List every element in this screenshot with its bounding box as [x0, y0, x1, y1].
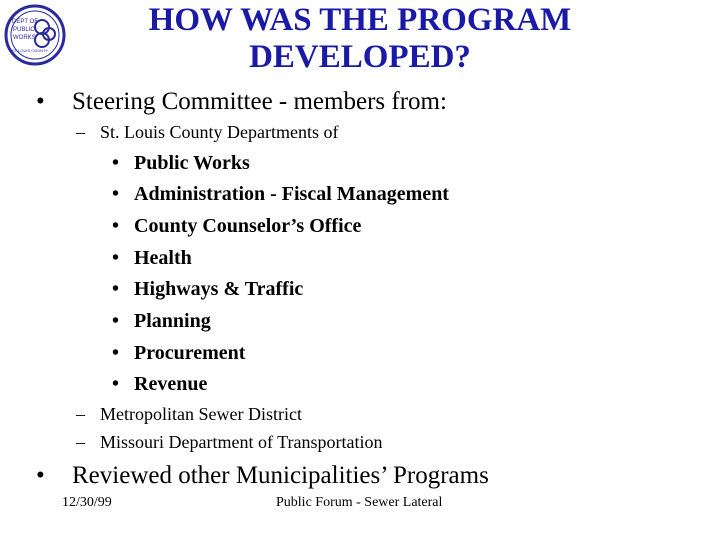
dash-marker: – — [76, 432, 85, 452]
bullet-marker: • — [112, 342, 120, 364]
bullet-marker: • — [112, 310, 120, 332]
department-label: Health — [134, 247, 192, 269]
dash-marker: – — [76, 404, 85, 424]
dash-marker: – — [76, 122, 85, 142]
department-label: Highways & Traffic — [134, 278, 304, 300]
bullet-marker: • — [36, 462, 45, 489]
department-label: Administration - Fiscal Management — [134, 183, 449, 205]
sub-item-text: Metropolitan Sewer District — [100, 404, 302, 424]
sub-item-modot — [76, 432, 382, 453]
bullet-text: Reviewed other Municipalities’ Programs — [72, 462, 489, 489]
department-label: Public Works — [134, 152, 250, 174]
department-item — [112, 373, 207, 396]
sub-item-msd — [76, 404, 302, 425]
footer-date: 12/30/99 — [62, 495, 112, 510]
department-item — [112, 152, 250, 175]
title-line-1: HOW WAS THE PROGRAM — [148, 2, 572, 38]
department-item — [112, 342, 245, 365]
bullet-steering-committee — [36, 88, 447, 116]
department-label: Revenue — [134, 373, 208, 395]
department-item — [112, 310, 211, 333]
footer-title: Public Forum - Sewer Lateral — [276, 495, 443, 510]
st-louis-county-seal-icon — [4, 4, 66, 66]
slide-title — [100, 2, 620, 76]
logo-text-1: DEPT OF — [12, 19, 38, 25]
bullet-marker: • — [112, 215, 120, 237]
title-line-2: DEVELOPED? — [249, 39, 471, 75]
department-item — [112, 215, 361, 238]
bullet-reviewed-programs — [36, 462, 489, 490]
bullet-marker: • — [36, 88, 45, 115]
bullet-text: Steering Committee - members from: — [72, 88, 447, 115]
sub-item-county-departments — [76, 122, 338, 143]
department-label: Planning — [134, 310, 211, 332]
department-item — [112, 183, 449, 206]
logo-text-4: ST LOUIS COUNTY — [12, 48, 49, 53]
bullet-marker: • — [112, 247, 120, 269]
sub-item-text: Missouri Department of Transportation — [100, 432, 383, 452]
bullet-marker: • — [112, 152, 120, 174]
sub-item-text: St. Louis County Departments of — [100, 122, 339, 142]
logo-text-2: PUBLIC — [13, 27, 35, 33]
logo-text-3: WORKS — [13, 35, 36, 41]
department-label: County Counselor’s Office — [134, 215, 362, 237]
department-label: Procurement — [134, 342, 246, 364]
department-item — [112, 278, 303, 301]
bullet-marker: • — [112, 183, 120, 205]
department-item — [112, 247, 192, 270]
county-seal-logo — [4, 4, 66, 66]
bullet-marker: • — [112, 373, 120, 395]
bullet-marker: • — [112, 278, 120, 300]
